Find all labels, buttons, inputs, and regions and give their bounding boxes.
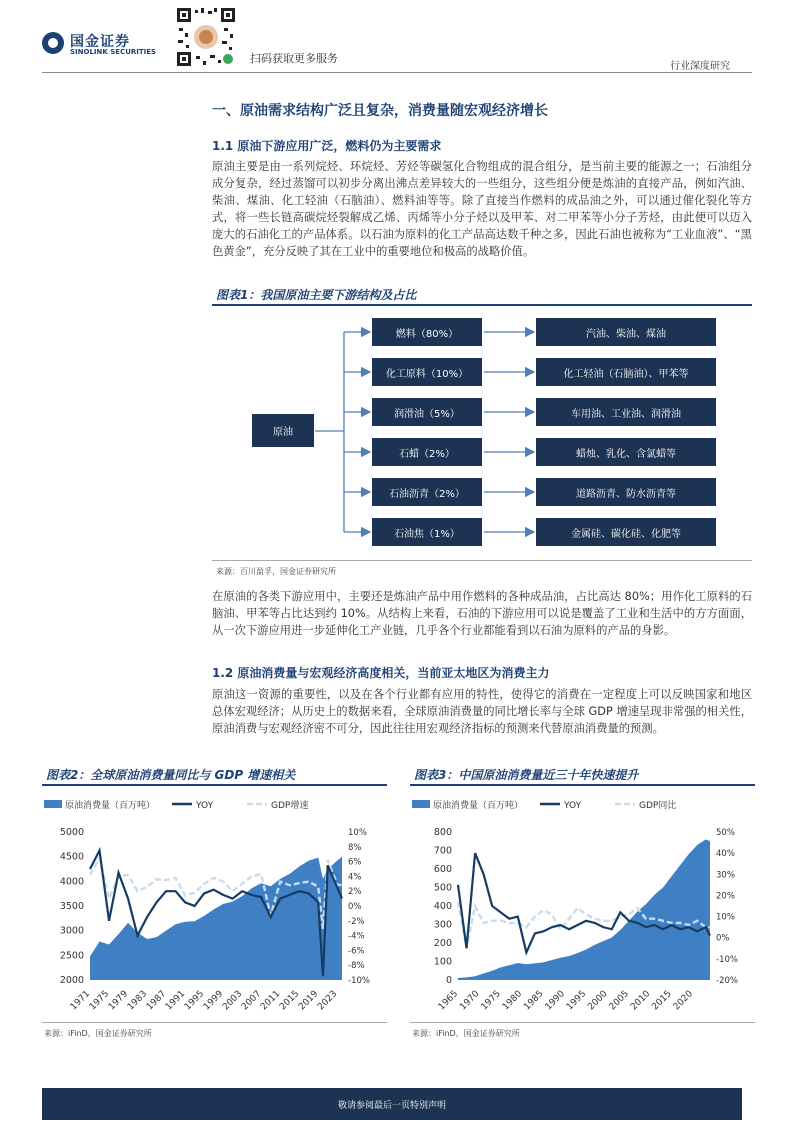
fig2-xtick: 1975	[87, 989, 112, 1013]
fig2-ytick-left: 4500	[59, 851, 84, 863]
scan-text: 扫码获取更多服务	[250, 52, 338, 65]
fig2-ytick-right: 0%	[348, 902, 362, 912]
fig2-ytick-right: -6%	[348, 946, 365, 957]
fig1-left-node: 燃料（80%）	[372, 318, 482, 346]
subsection-title-2: 1.2 原油消费量与宏观经济高度相关，当前亚太地区为消费主力	[212, 666, 550, 680]
fig3-title-line	[410, 784, 755, 786]
fig3-source-line	[410, 1022, 755, 1023]
fig3-chart	[410, 790, 755, 1015]
fig2-ytick-right: 6%	[348, 857, 362, 868]
fig1-right-node: 化工轻油（石脑油）、甲苯等	[536, 358, 716, 386]
fig1-source: 来源：百川盈孚，国金证券研究所	[216, 567, 336, 576]
fig2-xtick: 2015	[278, 989, 302, 1013]
fig3-source: 来源：iFinD，国金证券研究所	[412, 1029, 520, 1038]
fig1-left-node: 石油焦（1%）	[372, 518, 482, 546]
fig1-left-node: 石蜡（2%）	[372, 438, 482, 466]
fig2-source-line	[42, 1022, 387, 1023]
fig2-title-line	[42, 784, 387, 786]
fig3-xtick: 2015	[650, 989, 674, 1013]
fig3-ytick-left: 100	[433, 956, 452, 968]
fig2-ytick-right: -4%	[348, 931, 365, 942]
paragraph-2: 在原油的各类下游应用中，主要还是炼油产品中用作燃料的各种成品油，占比高达 80%；用作化工原料的石脑油、甲苯等占比达到约 10%。从结构上来看，石油的下游应用可以说是覆盖了工业和生活中的方方面面，从一次下游应用进一步延伸化工产业链，几乎各个行业都能看到以石油为原料的产品的身影。	[212, 590, 752, 637]
section-title: 一、原油需求结构广泛且复杂，消费量随宏观经济增长	[212, 103, 548, 119]
fig2-legend-label: YOY	[196, 801, 214, 811]
fig2-ytick-left: 3500	[59, 901, 84, 912]
fig2-xtick: 2019	[297, 989, 321, 1013]
fig3-xtick: 2010	[629, 989, 653, 1013]
fig1-title: 图表1：我国原油主要下游结构及占比	[216, 288, 417, 302]
fig1-right-node: 汽油、柴油、煤油	[536, 318, 716, 346]
fig3-xtick: 1990	[543, 989, 567, 1013]
fig3-xtick: 2005	[607, 989, 631, 1013]
subsection-title-1: 1.1 原油下游应用广泛，燃料仍为主要需求	[212, 139, 442, 153]
fig3-ytick-left: 400	[433, 901, 452, 912]
fig2-legend-label: 原油消费量（百万吨）	[65, 801, 156, 811]
logo-en: SINOLINK SECURITIES	[70, 48, 157, 56]
fig2-xtick: 2023	[316, 989, 340, 1013]
fig3-ytick-right: -10%	[716, 954, 738, 965]
fig1-right-node: 道路沥青、防水沥青等	[536, 478, 716, 506]
fig3-ytick-right: 20%	[716, 891, 735, 902]
fig2-xtick: 1999	[201, 989, 226, 1013]
fig3-xtick: 1995	[564, 989, 589, 1013]
fig3-xtick: 1970	[458, 989, 482, 1013]
fig2-xtick: 2011	[259, 989, 283, 1013]
fig2-xtick: 1971	[68, 989, 93, 1013]
fig3-legend-swatch	[412, 800, 430, 808]
fig2-xtick: 1987	[144, 989, 169, 1013]
fig1-left-node: 润滑油（5%）	[372, 398, 482, 426]
paragraph-1: 原油主要是由一系列烷烃、环烷烃、芳烃等碳氢化合物组成的混合组分，是当前主要的能源之一；石油组分成分复杂，经过蒸馏可以初步分离出沸点差异较大的一些组分，这些组分便是炼油的直接产品，例如汽油、柴油、煤油、化工轻油（石脑油）、燃料油等等。除了直接当作燃料的成品油之外，可以通过催化裂化等方式，将一些长链高碳烷烃裂解成乙烯、丙烯等小分子烃以及甲苯、对二甲苯等小分子芳烃，由此便可以迈入庞大的石油化工的产品体系。以石油为原料的化工产品高达数千种之多，因此石油也被称为“工业血液”、“黑色黄金”，充分反映了其在工业中的重要地位和极高的战略价值。	[212, 160, 752, 258]
fig3-ytick-right: 10%	[716, 912, 735, 923]
fig2-ytick-right: 8%	[348, 842, 362, 853]
fig3-ytick-left: 600	[433, 864, 452, 875]
fig2-xtick: 1991	[163, 989, 188, 1013]
fig2-xtick: 1983	[125, 989, 150, 1013]
fig2-legend-swatch	[44, 800, 62, 808]
paragraph-3: 原油这一资源的重要性，以及在各个行业都有应用的特性，使得它的消费在一定程度上可以反映国家和地区总体宏观经济；从历史上的数据来看，全球原油消费量的同比增长率与全球 GDP 增速呈现非常强的相关性，原油消费与宏观经济密不可分，因此往往用宏观经济指标的预测来代替原油消费量的预测。	[212, 688, 752, 735]
logo-icon	[42, 32, 64, 54]
fig2-title: 图表2：全球原油消费量同比与 GDP 增速相关	[46, 768, 296, 782]
fig2-xtick: 1995	[182, 989, 207, 1013]
fig3-ytick-left: 0	[445, 975, 452, 986]
fig1-source-line	[212, 560, 752, 561]
fig2-ytick-left: 2000	[59, 975, 84, 986]
fig2-chart	[42, 790, 387, 1015]
fig3-ytick-right: 50%	[716, 828, 735, 838]
fig3-ytick-left: 500	[433, 882, 452, 894]
qr-code-icon[interactable]	[175, 6, 237, 68]
fig1-right-node: 金属硅、碳化硅、化肥等	[536, 518, 716, 546]
fig3-xtick: 2020	[671, 989, 696, 1013]
fig3-ytick-right: -20%	[716, 976, 738, 986]
fig2-ytick-right: -2%	[348, 916, 365, 927]
fig1-right-node: 车用油、工业油、润滑油	[536, 398, 716, 426]
fig2-ytick-right: 2%	[348, 887, 362, 898]
fig1-left-node: 化工原料（10%）	[372, 358, 482, 386]
fig2-ytick-left: 2500	[59, 950, 84, 962]
fig3-ytick-right: 0%	[716, 933, 730, 944]
fig2-source: 来源：iFinD，国金证券研究所	[44, 1029, 152, 1038]
fig3-ytick-left: 800	[433, 827, 452, 838]
fig3-xtick: 1965	[436, 989, 461, 1013]
logo-cn: 国金证券	[70, 34, 130, 50]
fig2-ytick-left: 3000	[59, 925, 84, 937]
fig1-left-node: 石油沥青（2%）	[372, 478, 482, 506]
fig3-xtick: 2000	[586, 989, 610, 1013]
fig3-legend-label: GDP同比	[639, 801, 677, 811]
fig2-legend-label: GDP增速	[271, 801, 309, 811]
fig3-legend-label: YOY	[564, 801, 582, 811]
fig3-ytick-left: 700	[433, 845, 452, 857]
fig3-ytick-left: 200	[433, 938, 452, 949]
fig2-ytick-right: 4%	[348, 872, 362, 883]
fig3-title: 图表3：中国原油消费量近三十年快速提升	[414, 768, 639, 782]
fig2-ytick-left: 5000	[59, 827, 84, 838]
fig3-xtick: 1985	[522, 989, 546, 1013]
fig3-ytick-left: 300	[433, 919, 452, 931]
fig1-root-node: 原油	[252, 414, 314, 447]
fig2-ytick-right: -10%	[348, 976, 370, 986]
footer-text: 敬请参阅最后一页特别声明	[337, 1101, 446, 1111]
fig3-ytick-right: 40%	[716, 849, 735, 860]
fig3-ytick-right: 30%	[716, 870, 735, 881]
fig2-ytick-left: 4000	[59, 876, 84, 888]
fig3-xtick: 1980	[500, 989, 525, 1013]
fig2-ytick-right: -8%	[348, 961, 365, 972]
fig1-right-node: 蜡烛、乳化、含氯蜡等	[536, 438, 716, 466]
fig2-ytick-right: 10%	[348, 828, 367, 838]
report-type: 行业深度研究	[670, 61, 730, 72]
fig2-xtick: 2007	[240, 989, 264, 1013]
fig3-xtick: 1975	[479, 989, 503, 1013]
fig3-legend-label: 原油消费量（百万吨）	[433, 801, 524, 811]
header-divider	[42, 72, 752, 73]
fig2-xtick: 2003	[221, 989, 245, 1013]
fig2-xtick: 1979	[106, 989, 131, 1013]
